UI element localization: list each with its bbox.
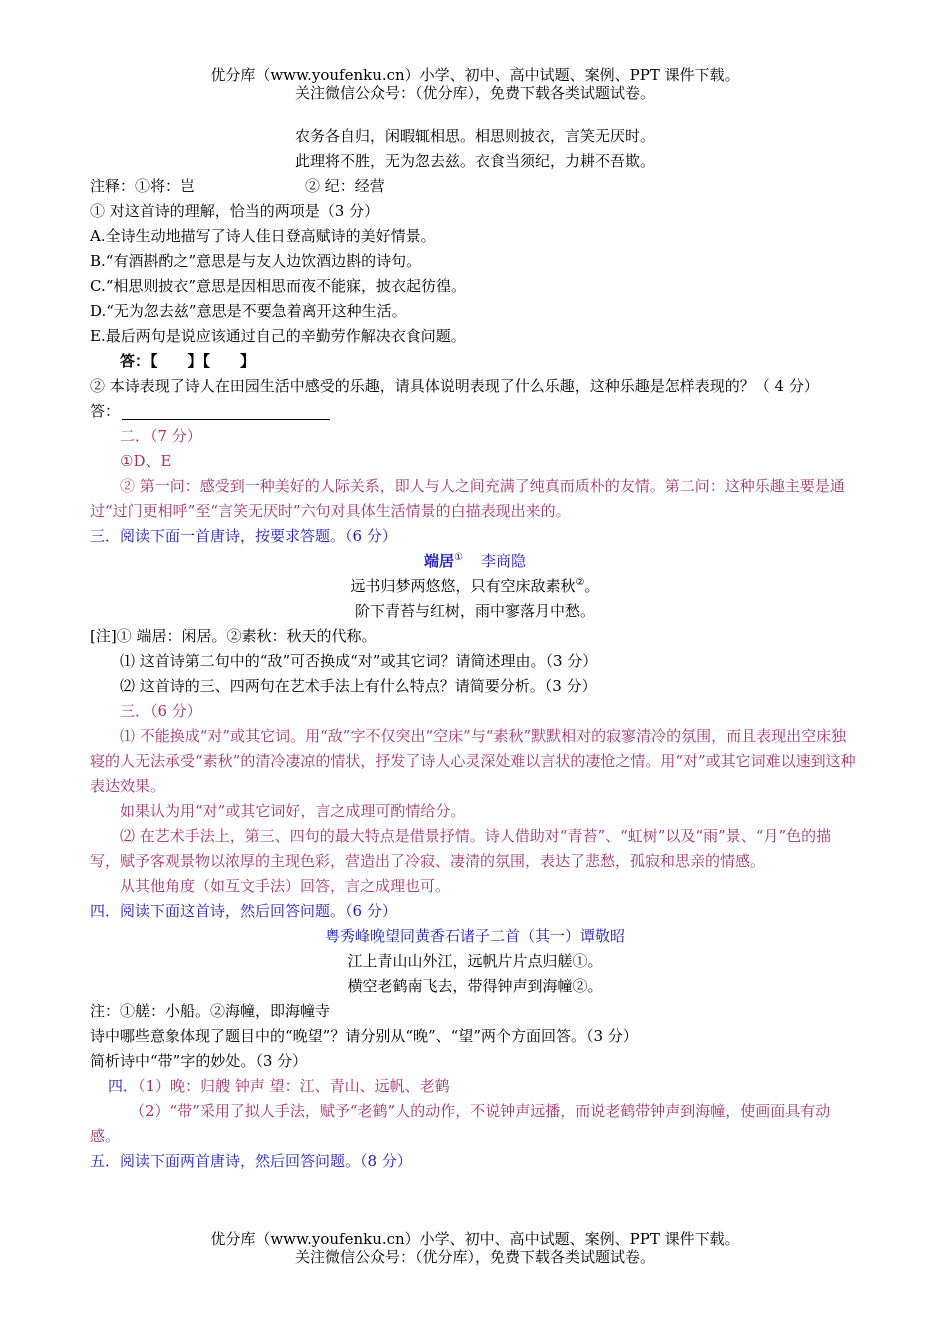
page-header: [90, 66, 860, 102]
ans4-title: 四．: [108, 1077, 139, 1095]
sec3-title: 三．阅读下面一首唐诗，按要求答题。（6 分）: [90, 527, 397, 545]
sec3-q1: ⑴ 这首诗第二句中的“敌”可否换成“对”或其它词？请简述理由。（3 分）: [120, 652, 598, 670]
ans3-p3: ⑵ 在艺术手法上，第三、四句的最大特点是借景抒情。诗人借助对“青苔”、“虹树”以及“雨”景、“月”色的描写，赋予客观景物以浓厚的主现色彩，营造出了冷寂、凄清的氛围，表达了悲愁，孤寂和思亲的情感。: [90, 827, 832, 870]
ans2-title: 二．（7 分）: [120, 427, 202, 445]
header-line-1: 优分库（www.youfenku.cn）小学、初中、高中试题、案例、PPT 课件下载。: [210, 66, 740, 84]
sec4-title: 四．阅读下面这首诗，然后回答问题。（6 分）: [90, 902, 397, 920]
ans4-a1: （1）晚：归艘 钟声 望：江、青山、远帆、老鹤: [138, 1077, 450, 1095]
ans3-p2: 如果认为用“对”或其它词好，言之成理可酌情给分。: [120, 802, 466, 820]
sec4-q1: 诗中哪些意象体现了题目中的“晚望”？请分别从“晚”、“望”两个方面回答。（3 分）: [90, 1027, 638, 1045]
sec3-poem-title: 端居: [424, 552, 455, 570]
ans3-p1: ⑴ 不能换成“对”或其它词。用“敌”字不仅突出“空床”与“素秋”默默相对的寂寥清冷的氛围，而且表现出空床独寝的人无法承受“素秋”的清冷凄凉的情状，抒发了诗人心灵深处难以言状的凄怆之情。用“对”或其它词难以速到这种表达效果。: [90, 727, 856, 795]
ans2-a2: ② 第一问：感受到一种美好的人际关系，即人与人之间充满了纯真而质朴的友情。第二问：这种乐趣主要是通过“过门更相呼”至“言笑无厌时”六句对具体生活情景的白描表现出来的。: [90, 477, 845, 520]
poem1-line-1: 农务各自归，闲暇辄相思。相思则披衣，言笑无厌时。: [294, 127, 655, 145]
poem1-notes: [90, 174, 860, 199]
footer-line-2: 关注微信公众号：（优分库），免费下载各类试题试卷。: [294, 1248, 655, 1266]
sec3-poem-line-1: [90, 574, 860, 599]
ans3-title: 三．（6 分）: [120, 702, 202, 720]
sec5-title: 五．阅读下面两首唐诗，然后回答问题。（8 分）: [90, 1152, 412, 1170]
sec4-note: 注：①艖：小船。②海幢，即海幢寺: [90, 1002, 331, 1020]
ans4-a2: （2）“带”采用了拟人手法，赋予“老鹤”人的动作，不说钟声远播，而说老鹤带钟声到海幢，使画面具有动感。: [90, 1102, 831, 1145]
sec4-poem-title: 粤秀峰晚望同黄香石诸子二首（其一）谭敬昭: [324, 927, 625, 945]
sec4-poem-line-2: 横空老鹤南飞去，带得钟声到海幢②。: [347, 977, 603, 995]
sec3-poem-title-note: ①: [454, 552, 463, 563]
ans4-line-1: [90, 1074, 860, 1099]
sec3-line1-end: 。: [584, 577, 600, 595]
sec3-line1-note: ②: [575, 577, 585, 588]
q1-stem: ① 对这首诗的理解，恰当的两项是（3 分）: [90, 202, 380, 220]
sec3-poem-author: 李商隐: [480, 552, 526, 570]
ans3-p4: 从其他角度（如互文手法）回答，言之成理也可。: [120, 877, 451, 895]
header-line-2: 关注微信公众号：（优分库），免费下载各类试题试卷。: [294, 84, 655, 102]
sec3-poem-heading: [90, 549, 860, 574]
sec4-poem-line-1: 江上青山山外江，远帆片片点归艖①。: [347, 952, 603, 970]
answer-underline: [122, 404, 330, 420]
q1-answer-blank: 答：【 】【 】: [120, 352, 256, 370]
ans2-a1: ①D、E: [120, 452, 172, 470]
poem1-line-2: 此理将不胜，无为忽去兹。衣食当须纪，力耕不吾欺。: [294, 152, 655, 170]
note-a: 注释：①将：岂: [90, 177, 196, 195]
footer-line-1: 优分库（www.youfenku.cn）小学、初中、高中试题、案例、PPT 课件下载。: [210, 1230, 740, 1248]
document-body: [90, 124, 860, 1174]
page-footer: [90, 1230, 860, 1266]
sec4-q2: 简析诗中“带”字的妙处。（3 分）: [90, 1052, 308, 1070]
q2-answer-label: 答：: [90, 402, 121, 420]
q1-option-e: E.最后两句是说应该通过自己的辛勤劳作解决衣食问题。: [90, 327, 466, 345]
q2-stem: ② 本诗表现了诗人在田园生活中感受的乐趣，请具体说明表现了什么乐趣，这种乐趣是怎样表现的？（ 4 分）: [90, 377, 819, 395]
sec3-q2: ⑵ 这首诗的三、四两句在艺术手法上有什么特点？请简要分析。（3 分）: [120, 677, 597, 695]
q1-option-c: C.“相思则披衣”意思是因相思而夜不能寐，披衣起彷徨。: [90, 277, 467, 295]
sec3-note: [注]① 端居：闲居。②素秋：秋天的代称。: [90, 627, 377, 645]
sec3-line1-text: 远书归梦两悠悠，只有空床敌素秋: [350, 577, 576, 595]
sec3-poem-line-2: 阶下青苔与红树，雨中寥落月中愁。: [354, 602, 595, 620]
q1-option-a: A.全诗生动地描写了诗人佳日登高赋诗的美好情景。: [90, 227, 436, 245]
q1-option-d: D.“无为忽去兹”意思是不要急着离开这种生活。: [90, 302, 407, 320]
note-b: ② 纪：经营: [305, 177, 385, 195]
q1-option-b: B.“有酒斟酌之”意思是与友人边饮酒边斟的诗句。: [90, 252, 422, 270]
q2-answer-line: [90, 399, 860, 424]
